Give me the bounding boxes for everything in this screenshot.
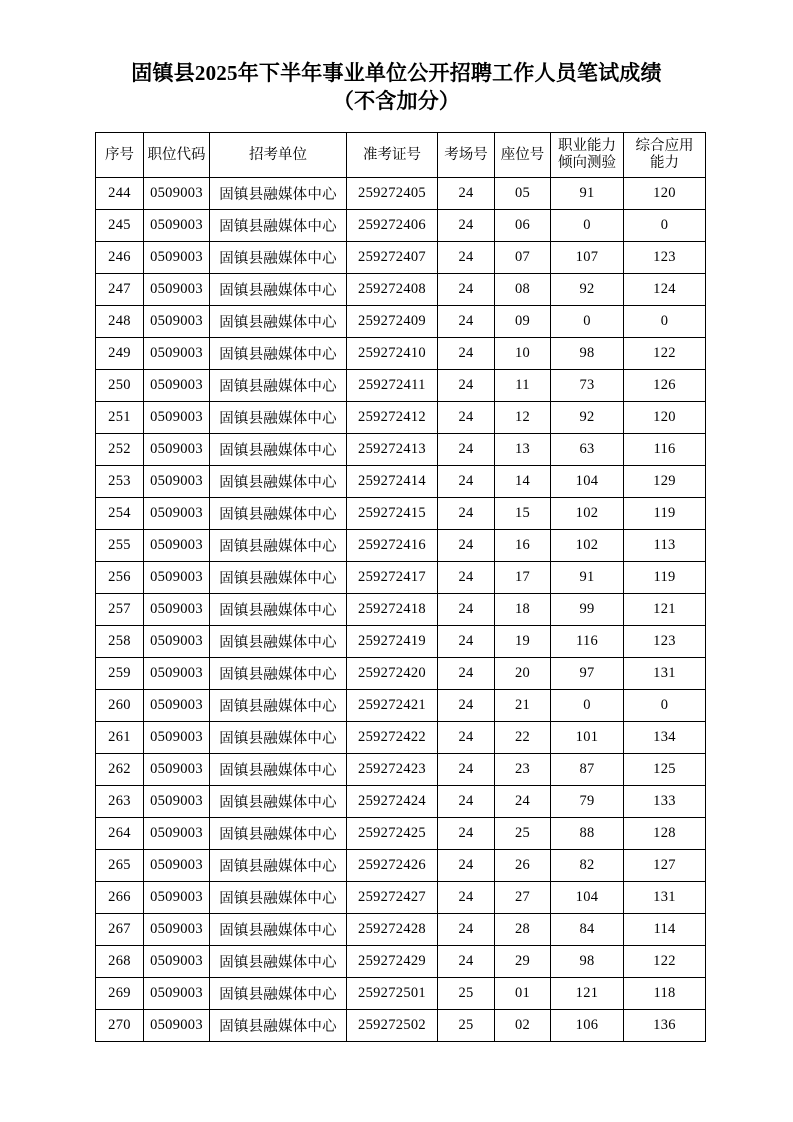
- table-row: [96, 722, 706, 754]
- table-row: [96, 594, 706, 626]
- cell-aptitude-score: 98: [551, 338, 624, 370]
- cell-aptitude-score: 82: [551, 850, 624, 882]
- page-subtitle: （不含加分）: [332, 88, 461, 113]
- cell-position-code: 0509003: [144, 658, 210, 690]
- cell-exam-room: 24: [438, 242, 495, 274]
- cell-seq: 268: [96, 946, 144, 978]
- cell-aptitude-score: 97: [551, 658, 624, 690]
- cell-aptitude-score: 116: [551, 626, 624, 658]
- cell-position-code: 0509003: [144, 850, 210, 882]
- cell-comprehensive-score: 134: [624, 722, 706, 754]
- column-header-comprehensive-line1: 综合应用: [635, 138, 694, 155]
- cell-admission-ticket: 259272419: [347, 626, 438, 658]
- cell-comprehensive-score: 123: [624, 242, 706, 274]
- cell-admission-ticket: 259272423: [347, 754, 438, 786]
- cell-recruiting-unit: 固镇县融媒体中心: [210, 594, 347, 626]
- column-header-comprehensive-line2: 能力: [650, 155, 679, 172]
- cell-comprehensive-score: 121: [624, 594, 706, 626]
- cell-exam-room: 24: [438, 850, 495, 882]
- cell-aptitude-score: 91: [551, 562, 624, 594]
- cell-comprehensive-score: 136: [624, 1010, 706, 1042]
- cell-seat: 05: [495, 178, 551, 210]
- cell-recruiting-unit: 固镇县融媒体中心: [210, 722, 347, 754]
- cell-position-code: 0509003: [144, 306, 210, 338]
- cell-seat: 25: [495, 818, 551, 850]
- table-row: [96, 498, 706, 530]
- cell-seq: 261: [96, 722, 144, 754]
- cell-recruiting-unit: 固镇县融媒体中心: [210, 1010, 347, 1042]
- cell-aptitude-score: 104: [551, 466, 624, 498]
- cell-exam-room: 24: [438, 402, 495, 434]
- cell-recruiting-unit: 固镇县融媒体中心: [210, 306, 347, 338]
- cell-seq: 259: [96, 658, 144, 690]
- cell-recruiting-unit: 固镇县融媒体中心: [210, 946, 347, 978]
- table-row: [96, 882, 706, 914]
- cell-admission-ticket: 259272427: [347, 882, 438, 914]
- cell-aptitude-score: 98: [551, 946, 624, 978]
- column-header-admission-ticket: 准考证号: [347, 133, 438, 178]
- cell-comprehensive-score: 125: [624, 754, 706, 786]
- cell-recruiting-unit: 固镇县融媒体中心: [210, 466, 347, 498]
- cell-position-code: 0509003: [144, 466, 210, 498]
- cell-exam-room: 25: [438, 1010, 495, 1042]
- cell-exam-room: 24: [438, 658, 495, 690]
- cell-aptitude-score: 0: [551, 210, 624, 242]
- cell-exam-room: 24: [438, 786, 495, 818]
- cell-admission-ticket: 259272501: [347, 978, 438, 1010]
- cell-recruiting-unit: 固镇县融媒体中心: [210, 370, 347, 402]
- cell-seat: 27: [495, 882, 551, 914]
- cell-seq: 266: [96, 882, 144, 914]
- cell-seq: 262: [96, 754, 144, 786]
- cell-position-code: 0509003: [144, 818, 210, 850]
- table-row: [96, 818, 706, 850]
- cell-recruiting-unit: 固镇县融媒体中心: [210, 818, 347, 850]
- cell-seat: 21: [495, 690, 551, 722]
- cell-exam-room: 25: [438, 978, 495, 1010]
- cell-comprehensive-score: 120: [624, 178, 706, 210]
- cell-admission-ticket: 259272415: [347, 498, 438, 530]
- cell-exam-room: 24: [438, 434, 495, 466]
- cell-seq: 255: [96, 530, 144, 562]
- grades-table-container: [95, 132, 698, 1042]
- cell-recruiting-unit: 固镇县融媒体中心: [210, 242, 347, 274]
- cell-position-code: 0509003: [144, 914, 210, 946]
- cell-exam-room: 24: [438, 946, 495, 978]
- cell-comprehensive-score: 128: [624, 818, 706, 850]
- cell-seq: 260: [96, 690, 144, 722]
- column-header-aptitude-line1: 职业能力: [558, 138, 616, 155]
- cell-admission-ticket: 259272420: [347, 658, 438, 690]
- cell-exam-room: 24: [438, 498, 495, 530]
- cell-seq: 263: [96, 786, 144, 818]
- cell-position-code: 0509003: [144, 402, 210, 434]
- cell-recruiting-unit: 固镇县融媒体中心: [210, 978, 347, 1010]
- cell-aptitude-score: 87: [551, 754, 624, 786]
- cell-exam-room: 24: [438, 754, 495, 786]
- cell-aptitude-score: 73: [551, 370, 624, 402]
- cell-position-code: 0509003: [144, 562, 210, 594]
- cell-seat: 29: [495, 946, 551, 978]
- cell-seat: 26: [495, 850, 551, 882]
- cell-exam-room: 24: [438, 562, 495, 594]
- cell-position-code: 0509003: [144, 882, 210, 914]
- cell-position-code: 0509003: [144, 530, 210, 562]
- cell-aptitude-score: 92: [551, 274, 624, 306]
- cell-aptitude-score: 121: [551, 978, 624, 1010]
- cell-comprehensive-score: 0: [624, 306, 706, 338]
- cell-aptitude-score: 104: [551, 882, 624, 914]
- cell-seat: 14: [495, 466, 551, 498]
- cell-admission-ticket: 259272417: [347, 562, 438, 594]
- cell-exam-room: 24: [438, 338, 495, 370]
- table-row: [96, 434, 706, 466]
- cell-admission-ticket: 259272426: [347, 850, 438, 882]
- table-row: [96, 850, 706, 882]
- cell-seat: 08: [495, 274, 551, 306]
- column-header-position-code: 职位代码: [144, 133, 210, 178]
- column-header-comprehensive-ability: [624, 133, 706, 178]
- cell-comprehensive-score: 131: [624, 658, 706, 690]
- cell-seat: 12: [495, 402, 551, 434]
- cell-position-code: 0509003: [144, 786, 210, 818]
- cell-recruiting-unit: 固镇县融媒体中心: [210, 434, 347, 466]
- cell-seq: 265: [96, 850, 144, 882]
- table-row: [96, 754, 706, 786]
- page-title: 固镇县2025年下半年事业单位公开招聘工作人员笔试成绩: [131, 61, 662, 85]
- cell-comprehensive-score: 133: [624, 786, 706, 818]
- cell-aptitude-score: 91: [551, 178, 624, 210]
- cell-admission-ticket: 259272406: [347, 210, 438, 242]
- cell-comprehensive-score: 0: [624, 690, 706, 722]
- cell-seat: 06: [495, 210, 551, 242]
- document-title-block: [0, 0, 793, 115]
- cell-seat: 02: [495, 1010, 551, 1042]
- cell-position-code: 0509003: [144, 1010, 210, 1042]
- cell-seq: 246: [96, 242, 144, 274]
- cell-seat: 01: [495, 978, 551, 1010]
- cell-comprehensive-score: 126: [624, 370, 706, 402]
- cell-seq: 269: [96, 978, 144, 1010]
- cell-aptitude-score: 88: [551, 818, 624, 850]
- cell-seat: 10: [495, 338, 551, 370]
- cell-comprehensive-score: 113: [624, 530, 706, 562]
- cell-recruiting-unit: 固镇县融媒体中心: [210, 274, 347, 306]
- cell-position-code: 0509003: [144, 498, 210, 530]
- cell-seat: 28: [495, 914, 551, 946]
- cell-comprehensive-score: 119: [624, 562, 706, 594]
- column-header-aptitude-test: [551, 133, 624, 178]
- cell-seq: 252: [96, 434, 144, 466]
- cell-comprehensive-score: 116: [624, 434, 706, 466]
- cell-recruiting-unit: 固镇县融媒体中心: [210, 690, 347, 722]
- cell-position-code: 0509003: [144, 946, 210, 978]
- cell-seq: 267: [96, 914, 144, 946]
- cell-seat: 17: [495, 562, 551, 594]
- cell-admission-ticket: 259272407: [347, 242, 438, 274]
- cell-recruiting-unit: 固镇县融媒体中心: [210, 914, 347, 946]
- cell-comprehensive-score: 127: [624, 850, 706, 882]
- cell-aptitude-score: 102: [551, 498, 624, 530]
- cell-recruiting-unit: 固镇县融媒体中心: [210, 338, 347, 370]
- cell-comprehensive-score: 120: [624, 402, 706, 434]
- table-row: [96, 562, 706, 594]
- cell-seq: 250: [96, 370, 144, 402]
- cell-recruiting-unit: 固镇县融媒体中心: [210, 754, 347, 786]
- table-row: [96, 306, 706, 338]
- cell-aptitude-score: 102: [551, 530, 624, 562]
- cell-comprehensive-score: 122: [624, 946, 706, 978]
- cell-seat: 20: [495, 658, 551, 690]
- table-row: [96, 946, 706, 978]
- cell-admission-ticket: 259272405: [347, 178, 438, 210]
- cell-position-code: 0509003: [144, 434, 210, 466]
- cell-comprehensive-score: 114: [624, 914, 706, 946]
- cell-position-code: 0509003: [144, 690, 210, 722]
- cell-aptitude-score: 0: [551, 306, 624, 338]
- cell-position-code: 0509003: [144, 242, 210, 274]
- table-row: [96, 178, 706, 210]
- cell-comprehensive-score: 131: [624, 882, 706, 914]
- cell-exam-room: 24: [438, 818, 495, 850]
- cell-aptitude-score: 92: [551, 402, 624, 434]
- cell-comprehensive-score: 124: [624, 274, 706, 306]
- cell-seq: 247: [96, 274, 144, 306]
- table-header: [96, 133, 706, 178]
- table-row: [96, 242, 706, 274]
- cell-recruiting-unit: 固镇县融媒体中心: [210, 786, 347, 818]
- cell-aptitude-score: 101: [551, 722, 624, 754]
- table-row: [96, 530, 706, 562]
- cell-aptitude-score: 0: [551, 690, 624, 722]
- table-body: [96, 178, 706, 1042]
- cell-recruiting-unit: 固镇县融媒体中心: [210, 658, 347, 690]
- cell-exam-room: 24: [438, 722, 495, 754]
- cell-seat: 16: [495, 530, 551, 562]
- cell-recruiting-unit: 固镇县融媒体中心: [210, 498, 347, 530]
- cell-comprehensive-score: 122: [624, 338, 706, 370]
- cell-seq: 257: [96, 594, 144, 626]
- cell-aptitude-score: 63: [551, 434, 624, 466]
- cell-admission-ticket: 259272414: [347, 466, 438, 498]
- cell-position-code: 0509003: [144, 722, 210, 754]
- cell-seq: 254: [96, 498, 144, 530]
- cell-exam-room: 24: [438, 594, 495, 626]
- cell-exam-room: 24: [438, 530, 495, 562]
- cell-position-code: 0509003: [144, 626, 210, 658]
- cell-comprehensive-score: 123: [624, 626, 706, 658]
- cell-comprehensive-score: 118: [624, 978, 706, 1010]
- table-row: [96, 1010, 706, 1042]
- table-row: [96, 338, 706, 370]
- grades-table: [95, 132, 706, 1042]
- cell-seq: 256: [96, 562, 144, 594]
- cell-seat: 07: [495, 242, 551, 274]
- cell-position-code: 0509003: [144, 210, 210, 242]
- cell-position-code: 0509003: [144, 178, 210, 210]
- cell-admission-ticket: 259272424: [347, 786, 438, 818]
- table-row: [96, 658, 706, 690]
- cell-seq: 248: [96, 306, 144, 338]
- cell-seat: 24: [495, 786, 551, 818]
- cell-seat: 11: [495, 370, 551, 402]
- cell-admission-ticket: 259272502: [347, 1010, 438, 1042]
- table-row: [96, 370, 706, 402]
- table-row: [96, 690, 706, 722]
- column-header-seq: 序号: [96, 133, 144, 178]
- table-row: [96, 786, 706, 818]
- cell-aptitude-score: 106: [551, 1010, 624, 1042]
- cell-admission-ticket: 259272413: [347, 434, 438, 466]
- cell-comprehensive-score: 119: [624, 498, 706, 530]
- cell-admission-ticket: 259272421: [347, 690, 438, 722]
- cell-seat: 13: [495, 434, 551, 466]
- column-header-aptitude-line2: 倾向测验: [558, 155, 616, 172]
- cell-aptitude-score: 99: [551, 594, 624, 626]
- cell-position-code: 0509003: [144, 594, 210, 626]
- cell-position-code: 0509003: [144, 274, 210, 306]
- cell-exam-room: 24: [438, 210, 495, 242]
- cell-position-code: 0509003: [144, 978, 210, 1010]
- cell-seq: 264: [96, 818, 144, 850]
- cell-seat: 19: [495, 626, 551, 658]
- table-row: [96, 402, 706, 434]
- cell-recruiting-unit: 固镇县融媒体中心: [210, 562, 347, 594]
- cell-seat: 18: [495, 594, 551, 626]
- cell-seq: 244: [96, 178, 144, 210]
- column-header-exam-room: 考场号: [438, 133, 495, 178]
- table-row: [96, 978, 706, 1010]
- cell-admission-ticket: 259272412: [347, 402, 438, 434]
- cell-recruiting-unit: 固镇县融媒体中心: [210, 530, 347, 562]
- table-row: [96, 626, 706, 658]
- cell-exam-room: 24: [438, 178, 495, 210]
- table-header-row: [96, 133, 706, 178]
- cell-admission-ticket: 259272418: [347, 594, 438, 626]
- cell-seq: 270: [96, 1010, 144, 1042]
- cell-admission-ticket: 259272425: [347, 818, 438, 850]
- table-row: [96, 914, 706, 946]
- cell-recruiting-unit: 固镇县融媒体中心: [210, 402, 347, 434]
- table-row: [96, 274, 706, 306]
- cell-seq: 251: [96, 402, 144, 434]
- cell-exam-room: 24: [438, 466, 495, 498]
- cell-admission-ticket: 259272411: [347, 370, 438, 402]
- cell-position-code: 0509003: [144, 338, 210, 370]
- cell-recruiting-unit: 固镇县融媒体中心: [210, 882, 347, 914]
- cell-seat: 15: [495, 498, 551, 530]
- cell-exam-room: 24: [438, 370, 495, 402]
- table-row: [96, 466, 706, 498]
- cell-comprehensive-score: 0: [624, 210, 706, 242]
- cell-seat: 09: [495, 306, 551, 338]
- table-row: [96, 210, 706, 242]
- cell-seq: 253: [96, 466, 144, 498]
- cell-seq: 245: [96, 210, 144, 242]
- cell-admission-ticket: 259272409: [347, 306, 438, 338]
- cell-exam-room: 24: [438, 274, 495, 306]
- cell-recruiting-unit: 固镇县融媒体中心: [210, 210, 347, 242]
- cell-admission-ticket: 259272422: [347, 722, 438, 754]
- cell-seq: 249: [96, 338, 144, 370]
- cell-seq: 258: [96, 626, 144, 658]
- cell-admission-ticket: 259272410: [347, 338, 438, 370]
- cell-seat: 23: [495, 754, 551, 786]
- cell-admission-ticket: 259272428: [347, 914, 438, 946]
- cell-exam-room: 24: [438, 626, 495, 658]
- cell-admission-ticket: 259272416: [347, 530, 438, 562]
- cell-exam-room: 24: [438, 690, 495, 722]
- cell-aptitude-score: 107: [551, 242, 624, 274]
- column-header-recruiting-unit: 招考单位: [210, 133, 347, 178]
- cell-comprehensive-score: 129: [624, 466, 706, 498]
- cell-exam-room: 24: [438, 306, 495, 338]
- cell-admission-ticket: 259272429: [347, 946, 438, 978]
- cell-aptitude-score: 79: [551, 786, 624, 818]
- cell-seat: 22: [495, 722, 551, 754]
- cell-recruiting-unit: 固镇县融媒体中心: [210, 850, 347, 882]
- cell-position-code: 0509003: [144, 370, 210, 402]
- cell-aptitude-score: 84: [551, 914, 624, 946]
- column-header-seat: 座位号: [495, 133, 551, 178]
- cell-recruiting-unit: 固镇县融媒体中心: [210, 626, 347, 658]
- cell-position-code: 0509003: [144, 754, 210, 786]
- cell-exam-room: 24: [438, 882, 495, 914]
- cell-recruiting-unit: 固镇县融媒体中心: [210, 178, 347, 210]
- cell-admission-ticket: 259272408: [347, 274, 438, 306]
- cell-exam-room: 24: [438, 914, 495, 946]
